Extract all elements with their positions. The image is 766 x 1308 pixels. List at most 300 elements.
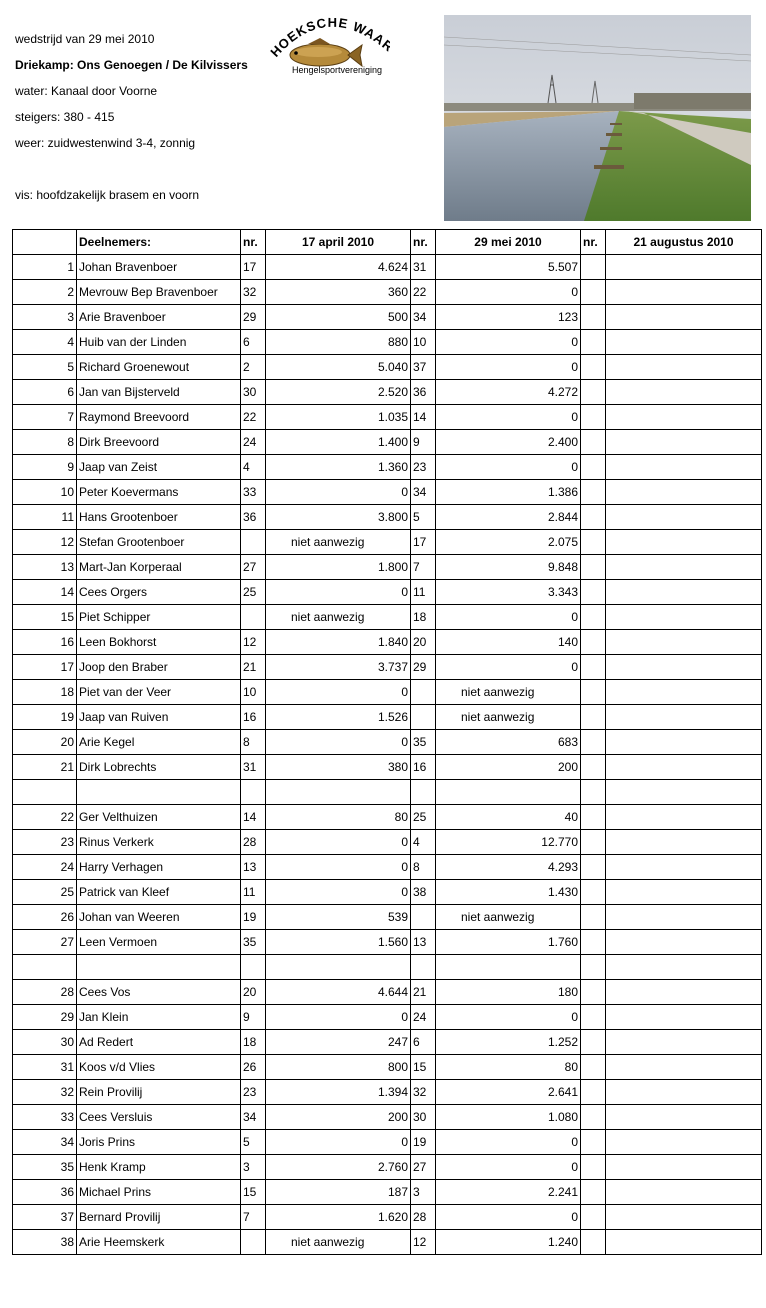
table-cell: [581, 405, 606, 430]
table-cell: [606, 430, 762, 455]
table-cell: 12: [241, 630, 266, 655]
table-cell: 0: [436, 455, 581, 480]
table-cell: Leen Vermoen: [77, 930, 241, 955]
table-cell: 0: [266, 580, 411, 605]
table-cell: 38: [411, 880, 436, 905]
table-cell: 8: [241, 730, 266, 755]
table-cell: Patrick van Kleef: [77, 880, 241, 905]
table-cell: [581, 505, 606, 530]
pegs-info: steigers: 380 - 415: [15, 110, 115, 124]
table-cell: [581, 680, 606, 705]
table-cell: [581, 355, 606, 380]
table-cell: 4.293: [436, 855, 581, 880]
table-cell: 0: [266, 855, 411, 880]
table-row: [13, 1205, 762, 1230]
table-cell: 200: [436, 755, 581, 780]
table-cell: 40: [436, 805, 581, 830]
table-cell: [581, 705, 606, 730]
table-cell: [411, 680, 436, 705]
table-cell: 0: [436, 1130, 581, 1155]
table-cell: 0: [436, 405, 581, 430]
table-cell: 5.507: [436, 255, 581, 280]
table-cell: 539: [266, 905, 411, 930]
table-cell: [581, 955, 606, 980]
table-cell: Piet van der Veer: [77, 680, 241, 705]
table-cell: 27: [411, 1155, 436, 1180]
table-row: [13, 1130, 762, 1155]
table-cell: [581, 1155, 606, 1180]
table-cell: Johan van Weeren: [77, 905, 241, 930]
table-cell: [241, 605, 266, 630]
table-cell: [13, 955, 77, 980]
table-cell: 28: [411, 1205, 436, 1230]
table-cell: 4.644: [266, 980, 411, 1005]
table-cell: [581, 755, 606, 780]
table-cell: Rein Provilij: [77, 1080, 241, 1105]
table-cell: 7: [241, 1205, 266, 1230]
table-cell: 6: [13, 380, 77, 405]
table-cell: Mart-Jan Korperaal: [77, 555, 241, 580]
table-cell: 2: [241, 355, 266, 380]
table-cell: 11: [411, 580, 436, 605]
table-cell: 21: [411, 980, 436, 1005]
table-cell: Dirk Breevoord: [77, 430, 241, 455]
table-cell: [581, 655, 606, 680]
table-cell: [606, 1055, 762, 1080]
table-cell: 34: [411, 480, 436, 505]
table-cell: 11: [13, 505, 77, 530]
table-cell: [606, 780, 762, 805]
table-cell: 35: [13, 1155, 77, 1180]
table-cell: niet aanwezig: [436, 680, 581, 705]
table-cell: [581, 255, 606, 280]
table-cell: Richard Groenewout: [77, 355, 241, 380]
table-cell: 22: [411, 280, 436, 305]
table-cell: [606, 980, 762, 1005]
table-cell: 23: [241, 1080, 266, 1105]
table-row: [13, 455, 762, 480]
table-cell: 4: [241, 455, 266, 480]
table-cell: 500: [266, 305, 411, 330]
table-cell: 23: [13, 830, 77, 855]
results-table: [12, 229, 762, 1255]
table-cell: [581, 805, 606, 830]
table-cell: 35: [241, 930, 266, 955]
table-row: [13, 880, 762, 905]
table-cell: Hans Grootenboer: [77, 505, 241, 530]
table-cell: 5: [411, 505, 436, 530]
table-cell: Leen Bokhorst: [77, 630, 241, 655]
table-cell: 16: [13, 630, 77, 655]
table-cell: [581, 780, 606, 805]
table-cell: [606, 680, 762, 705]
table-cell: 32: [411, 1080, 436, 1105]
table-row: [13, 830, 762, 855]
table-cell: 20: [411, 630, 436, 655]
table-cell: [581, 1030, 606, 1055]
table-cell: [581, 880, 606, 905]
table-cell: 1: [13, 255, 77, 280]
table-cell: 30: [411, 1105, 436, 1130]
table-cell: 1.080: [436, 1105, 581, 1130]
table-cell: 23: [411, 455, 436, 480]
table-cell: [581, 580, 606, 605]
table-cell: 37: [411, 355, 436, 380]
competition-title: Driekamp: Ons Genoegen / De Kilvissers: [15, 58, 248, 72]
table-cell: 0: [436, 1205, 581, 1230]
table-cell: 6: [241, 330, 266, 355]
table-cell: [606, 1155, 762, 1180]
table-cell: 1.252: [436, 1030, 581, 1055]
table-cell: 14: [13, 580, 77, 605]
table-row: [13, 355, 762, 380]
table-cell: 2.520: [266, 380, 411, 405]
table-cell: niet aanwezig: [436, 705, 581, 730]
table-cell: [581, 630, 606, 655]
table-cell: [241, 530, 266, 555]
table-cell: 16: [411, 755, 436, 780]
table-cell: [606, 605, 762, 630]
table-cell: 29: [241, 305, 266, 330]
table-cell: 2: [13, 280, 77, 305]
table-cell: 18: [13, 680, 77, 705]
table-cell: 6: [411, 1030, 436, 1055]
table-cell: 1.360: [266, 455, 411, 480]
table-cell: 3: [13, 305, 77, 330]
table-row: [13, 1180, 762, 1205]
table-cell: 2.844: [436, 505, 581, 530]
table-cell: 180: [436, 980, 581, 1005]
table-cell: 17: [13, 655, 77, 680]
table-cell: Michael Prins: [77, 1180, 241, 1205]
table-row: [13, 1005, 762, 1030]
table-cell: 5: [13, 355, 77, 380]
table-cell: [581, 1130, 606, 1155]
table-cell: Rinus Verkerk: [77, 830, 241, 855]
table-cell: Cees Vos: [77, 980, 241, 1005]
table-cell: 0: [436, 655, 581, 680]
table-cell: [411, 780, 436, 805]
table-row: [13, 805, 762, 830]
table-cell: [581, 930, 606, 955]
table-cell: Joop den Braber: [77, 655, 241, 680]
table-cell: 27: [13, 930, 77, 955]
table-cell: 800: [266, 1055, 411, 1080]
table-cell: [266, 780, 411, 805]
table-row: [13, 1080, 762, 1105]
table-cell: 3.737: [266, 655, 411, 680]
table-cell: 34: [411, 305, 436, 330]
table-row: [13, 655, 762, 680]
table-cell: 36: [13, 1180, 77, 1205]
table-cell: 15: [241, 1180, 266, 1205]
table-cell: 37: [13, 1205, 77, 1230]
table-cell: Harry Verhagen: [77, 855, 241, 880]
table-cell: [606, 830, 762, 855]
table-cell: 1.800: [266, 555, 411, 580]
table-cell: 18: [411, 605, 436, 630]
table-cell: [581, 605, 606, 630]
table-cell: Dirk Lobrechts: [77, 755, 241, 780]
table-cell: 1.386: [436, 480, 581, 505]
table-cell: Henk Kramp: [77, 1155, 241, 1180]
table-cell: 36: [411, 380, 436, 405]
table-cell: [581, 455, 606, 480]
table-cell: [606, 530, 762, 555]
table-cell: 13: [13, 555, 77, 580]
table-cell: 0: [436, 355, 581, 380]
table-cell: 1.620: [266, 1205, 411, 1230]
table-cell: 4.272: [436, 380, 581, 405]
table-cell: 0: [266, 830, 411, 855]
column-header: nr.: [581, 230, 606, 255]
table-cell: 5.040: [266, 355, 411, 380]
table-cell: [581, 1180, 606, 1205]
table-cell: 2.241: [436, 1180, 581, 1205]
table-cell: 2.641: [436, 1080, 581, 1105]
table-cell: [606, 1205, 762, 1230]
table-cell: 17: [411, 530, 436, 555]
table-cell: 25: [13, 880, 77, 905]
table-cell: [606, 1130, 762, 1155]
table-cell: [581, 430, 606, 455]
table-row: [13, 280, 762, 305]
table-cell: 38: [13, 1230, 77, 1255]
table-cell: 1.430: [436, 880, 581, 905]
table-cell: 12: [13, 530, 77, 555]
table-cell: Arie Heemskerk: [77, 1230, 241, 1255]
table-cell: [606, 655, 762, 680]
table-cell: 140: [436, 630, 581, 655]
table-cell: 4: [411, 830, 436, 855]
table-cell: 247: [266, 1030, 411, 1055]
table-cell: 2.400: [436, 430, 581, 455]
table-cell: 1.560: [266, 930, 411, 955]
table-cell: 33: [241, 480, 266, 505]
table-cell: [606, 955, 762, 980]
table-cell: Mevrouw Bep Bravenboer: [77, 280, 241, 305]
table-cell: niet aanwezig: [266, 530, 411, 555]
table-cell: [581, 1205, 606, 1230]
table-row: [13, 730, 762, 755]
table-cell: 2.760: [266, 1155, 411, 1180]
table-cell: [436, 955, 581, 980]
table-cell: [606, 555, 762, 580]
table-cell: Peter Koevermans: [77, 480, 241, 505]
table-row: [13, 1105, 762, 1130]
table-cell: 19: [411, 1130, 436, 1155]
column-header: nr.: [411, 230, 436, 255]
table-cell: 0: [436, 330, 581, 355]
table-cell: 1.760: [436, 930, 581, 955]
table-cell: Piet Schipper: [77, 605, 241, 630]
table-cell: 36: [241, 505, 266, 530]
table-cell: [411, 955, 436, 980]
table-cell: 9: [411, 430, 436, 455]
table-cell: 5: [241, 1130, 266, 1155]
table-cell: 29: [13, 1005, 77, 1030]
table-cell: [13, 780, 77, 805]
table-cell: 7: [13, 405, 77, 430]
table-cell: [606, 930, 762, 955]
table-cell: 24: [241, 430, 266, 455]
table-cell: [606, 1080, 762, 1105]
table-cell: 200: [266, 1105, 411, 1130]
table-cell: 123: [436, 305, 581, 330]
table-cell: 31: [13, 1055, 77, 1080]
table-cell: 13: [411, 930, 436, 955]
column-header: 29 mei 2010: [436, 230, 581, 255]
table-cell: 0: [436, 605, 581, 630]
table-cell: 1.240: [436, 1230, 581, 1255]
table-cell: 34: [241, 1105, 266, 1130]
table-cell: 35: [411, 730, 436, 755]
table-row: [13, 755, 762, 780]
table-cell: [606, 505, 762, 530]
table-cell: 28: [13, 980, 77, 1005]
column-header: [13, 230, 77, 255]
table-cell: 8: [13, 430, 77, 455]
table-cell: [581, 380, 606, 405]
table-cell: 0: [266, 1130, 411, 1155]
table-cell: 3: [241, 1155, 266, 1180]
table-cell: niet aanwezig: [266, 1230, 411, 1255]
table-cell: [581, 1105, 606, 1130]
table-row: [13, 330, 762, 355]
table-cell: 80: [436, 1055, 581, 1080]
table-cell: [606, 855, 762, 880]
column-header: 21 augustus 2010: [606, 230, 762, 255]
table-cell: [411, 705, 436, 730]
table-cell: 1.400: [266, 430, 411, 455]
table-cell: Jan van Bijsterveld: [77, 380, 241, 405]
table-row: [13, 1030, 762, 1055]
table-cell: Ger Velthuizen: [77, 805, 241, 830]
table-row: [13, 855, 762, 880]
table-cell: 24: [13, 855, 77, 880]
table-cell: Huib van der Linden: [77, 330, 241, 355]
table-cell: 10: [13, 480, 77, 505]
table-cell: 0: [266, 680, 411, 705]
table-cell: [581, 330, 606, 355]
table-cell: [606, 380, 762, 405]
table-cell: 360: [266, 280, 411, 305]
table-cell: 3: [411, 1180, 436, 1205]
table-cell: [606, 280, 762, 305]
table-row: [13, 1055, 762, 1080]
table-cell: Jaap van Zeist: [77, 455, 241, 480]
table-cell: 14: [411, 405, 436, 430]
table-cell: 10: [241, 680, 266, 705]
table-row: [13, 480, 762, 505]
table-cell: [581, 980, 606, 1005]
table-cell: Arie Bravenboer: [77, 305, 241, 330]
table-cell: 1.526: [266, 705, 411, 730]
table-cell: [606, 630, 762, 655]
table-row: [13, 780, 762, 805]
table-cell: 380: [266, 755, 411, 780]
table-cell: 1.394: [266, 1080, 411, 1105]
table-cell: 15: [13, 605, 77, 630]
table-cell: [606, 705, 762, 730]
table-cell: 31: [411, 255, 436, 280]
table-cell: [77, 780, 241, 805]
table-cell: 16: [241, 705, 266, 730]
table-cell: [606, 455, 762, 480]
table-cell: 4.624: [266, 255, 411, 280]
table-cell: 4: [13, 330, 77, 355]
table-cell: 3.343: [436, 580, 581, 605]
table-cell: [606, 355, 762, 380]
table-cell: [606, 580, 762, 605]
table-cell: Raymond Breevoord: [77, 405, 241, 430]
table-cell: [581, 1005, 606, 1030]
table-row: [13, 980, 762, 1005]
table-cell: 20: [241, 980, 266, 1005]
table-cell: [606, 405, 762, 430]
table-cell: 19: [241, 905, 266, 930]
table-row: [13, 605, 762, 630]
column-header: 17 april 2010: [266, 230, 411, 255]
table-cell: [77, 955, 241, 980]
table-cell: [581, 1055, 606, 1080]
table-cell: 33: [13, 1105, 77, 1130]
table-row: [13, 930, 762, 955]
water-info: water: Kanaal door Voorne: [15, 84, 158, 98]
table-cell: 17: [241, 255, 266, 280]
table-cell: [606, 755, 762, 780]
table-cell: 31: [241, 755, 266, 780]
logo-title: HOEKSCHE WAA: [268, 14, 388, 60]
table-cell: 1.035: [266, 405, 411, 430]
table-row: [13, 305, 762, 330]
table-cell: 8: [411, 855, 436, 880]
table-cell: Ad Redert: [77, 1030, 241, 1055]
table-cell: 24: [411, 1005, 436, 1030]
table-cell: [436, 780, 581, 805]
table-cell: [606, 880, 762, 905]
table-cell: [606, 905, 762, 930]
club-logo: [268, 10, 390, 78]
table-cell: [581, 555, 606, 580]
table-cell: [606, 1180, 762, 1205]
table-cell: Stefan Grootenboer: [77, 530, 241, 555]
table-row: [13, 905, 762, 930]
table-cell: 880: [266, 330, 411, 355]
table-cell: 9: [241, 1005, 266, 1030]
table-row: [13, 580, 762, 605]
table-cell: 32: [241, 280, 266, 305]
table-cell: 0: [266, 1005, 411, 1030]
table-cell: 29: [411, 655, 436, 680]
table-cell: [606, 1030, 762, 1055]
match-date: wedstrijd van 29 mei 2010: [15, 32, 155, 46]
table-cell: [266, 955, 411, 980]
table-cell: [581, 530, 606, 555]
table-cell: Johan Bravenboer: [77, 255, 241, 280]
fish-icon: [290, 38, 362, 66]
table-row: [13, 680, 762, 705]
table-row: [13, 955, 762, 980]
table-cell: [606, 730, 762, 755]
table-cell: 9.848: [436, 555, 581, 580]
table-cell: [606, 1005, 762, 1030]
table-cell: 15: [411, 1055, 436, 1080]
table-cell: [241, 1230, 266, 1255]
table-cell: Jaap van Ruiven: [77, 705, 241, 730]
table-cell: 28: [241, 830, 266, 855]
table-cell: 21: [13, 755, 77, 780]
